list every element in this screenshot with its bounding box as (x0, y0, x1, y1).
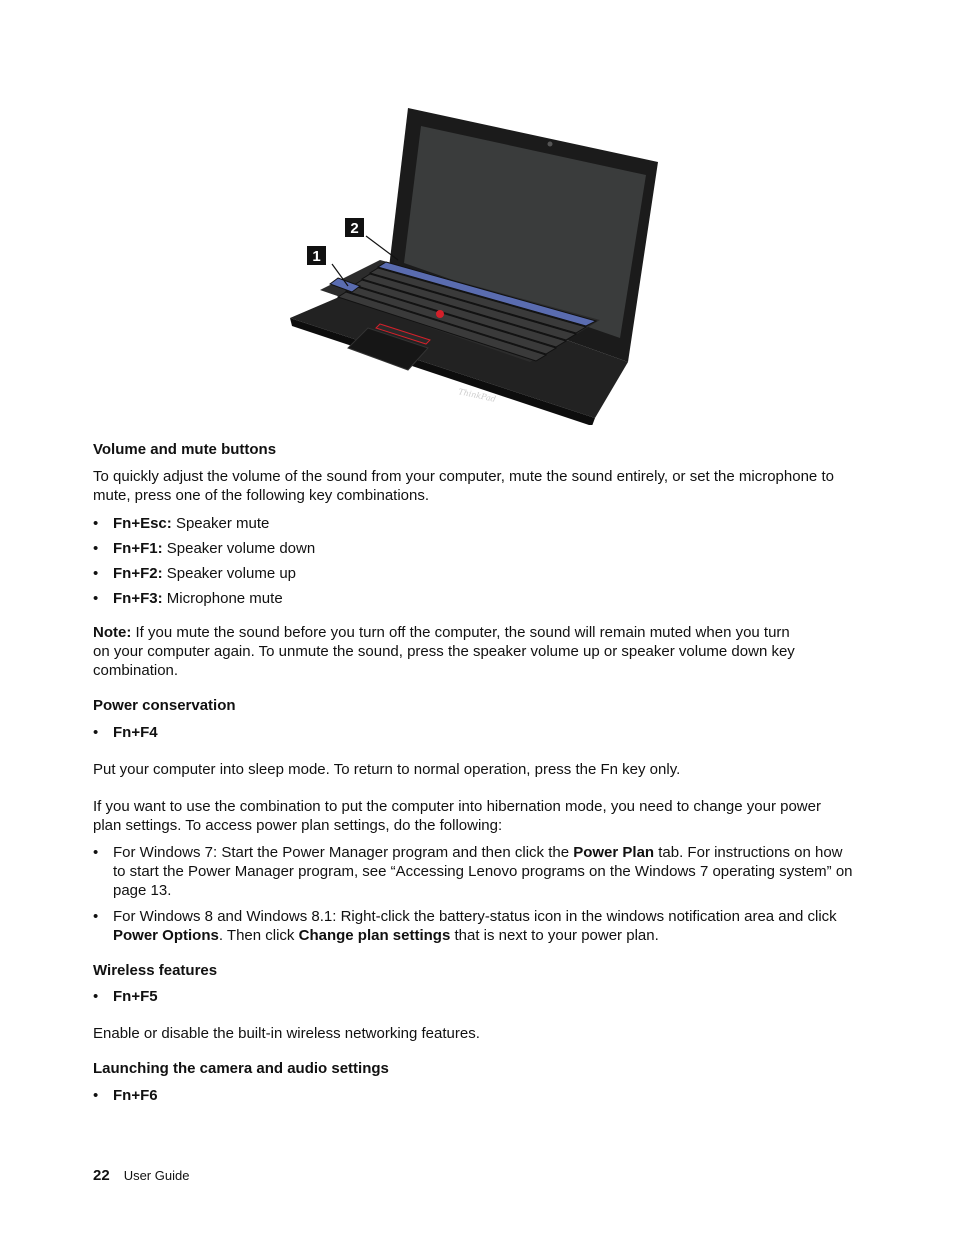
power-hibernate-text: If you want to use the combination to put the computer into hibernation mode, you need to change your power plan settings. To access power plan settings, do the following: (93, 798, 821, 834)
change-plan-settings-label: Change plan settings (298, 927, 451, 944)
win8-text-e: that is next to your power plan. (454, 927, 659, 944)
power-steps-list (93, 843, 853, 945)
key-combo: Fn+F1: (113, 540, 163, 557)
power-heading: Power conservation (93, 697, 236, 714)
list-item (93, 723, 853, 742)
list-item (93, 564, 853, 583)
power-plan-tab-label: Power Plan (573, 844, 655, 861)
page-footer (93, 1166, 189, 1185)
brand-logo: ThinkPad (457, 387, 497, 404)
callout-1-label: 1 (312, 248, 321, 265)
win8-text-c: . Then click (218, 927, 295, 944)
camera-heading: Launching the camera and audio settings (93, 1060, 389, 1077)
list-item (93, 987, 853, 1006)
callout-2-label: 2 (350, 220, 359, 237)
laptop-illustration (280, 100, 670, 425)
key-desc: Speaker volume down (166, 540, 316, 557)
list-item (93, 1086, 853, 1105)
key-combo: Fn+Esc: (113, 515, 172, 532)
document-content (93, 440, 853, 1105)
trackpoint-icon (436, 310, 444, 318)
volume-key-list (93, 514, 853, 608)
camera-key-list (93, 1086, 853, 1105)
list-item (93, 514, 853, 533)
volume-note (93, 623, 808, 680)
power-key-list (93, 723, 853, 742)
wireless-heading: Wireless features (93, 962, 218, 979)
key-combo: Fn+F4 (113, 724, 158, 741)
laptop-svg (280, 100, 670, 425)
footer-title: User Guide (123, 1168, 190, 1183)
volume-intro: To quickly adjust the volume of the sound from your computer, mute the sound entirely, or set the microphone to mute, press one of the following key combinations. (93, 468, 834, 504)
win7-text-a: For Windows 7: Start the Power Manager program and then click the (113, 844, 570, 861)
wireless-key-list (93, 987, 853, 1006)
note-text: If you mute the sound before you turn off the computer, the sound will remain muted when you turn on your computer again. To unmute the sound, press the speaker volume up or speaker volume down key combination. (93, 624, 795, 679)
key-desc: Microphone mute (166, 590, 283, 607)
key-combo: Fn+F3: (113, 590, 163, 607)
key-combo: Fn+F5 (113, 988, 158, 1005)
power-sleep-text: Put your computer into sleep mode. To return to normal operation, press the Fn key only. (93, 761, 681, 778)
key-desc: Speaker mute (175, 515, 270, 532)
volume-heading: Volume and mute buttons (93, 441, 277, 458)
list-item (93, 589, 853, 608)
list-item-windows8 (93, 907, 853, 945)
wireless-text: Enable or disable the built-in wireless networking features. (93, 1025, 480, 1042)
note-label: Note: (93, 624, 132, 641)
key-combo: Fn+F2: (113, 565, 163, 582)
page-number: 22 (93, 1167, 110, 1184)
win8-text-a: For Windows 8 and Windows 8.1: Right-click the battery-status icon in the windows notification area and click (113, 908, 837, 925)
list-item-windows7 (93, 843, 853, 900)
power-options-label: Power Options (113, 927, 219, 944)
webcam-icon (548, 142, 553, 147)
win7-text-c: tab. For instructions on how to start the Power Manager program, see “Accessing Lenovo programs on the Windows 7 operating system” on page 13. (113, 844, 853, 899)
key-combo: Fn+F6 (113, 1087, 158, 1104)
list-item (93, 539, 853, 558)
key-desc: Speaker volume up (166, 565, 297, 582)
